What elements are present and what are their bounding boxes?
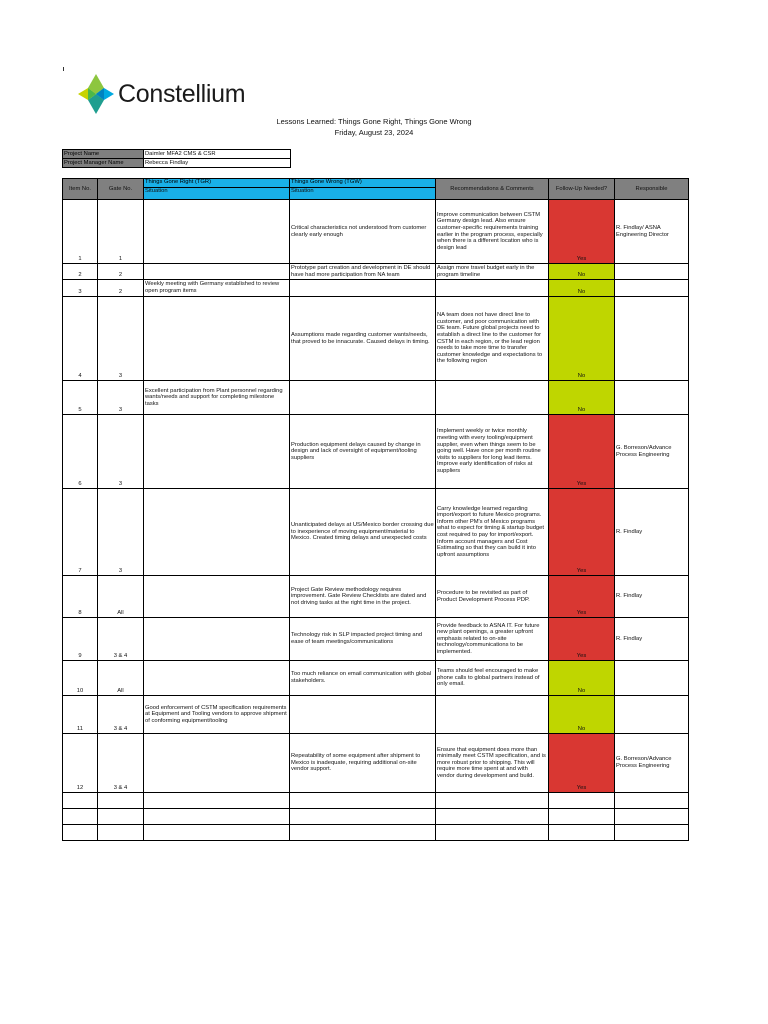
responsible-cell: R. Findlay/ ASNA Engineering Director xyxy=(615,200,689,264)
follow-up-cell: No xyxy=(549,264,615,280)
responsible-cell xyxy=(615,696,689,734)
table-row xyxy=(63,381,689,415)
tgw-cell: Unanticipated delays at US/Mexico border crossing due to inexperience of moving equipment/material to Mexico. Created timing delays and unexpected costs xyxy=(290,489,436,576)
item-no-cell: 5 xyxy=(63,381,98,415)
tgr-cell xyxy=(144,415,290,489)
tgr-cell xyxy=(144,734,290,793)
empty-cell xyxy=(98,793,144,809)
gate-no-cell: 3 & 4 xyxy=(98,734,144,793)
recommendation-cell: Teams should feel encouraged to make phone calls to global partners instead of only email. xyxy=(436,661,549,696)
recommendation-cell: Procedure to be revisited as part of Product Development Process PDP. xyxy=(436,576,549,618)
item-no-cell: 9 xyxy=(63,618,98,661)
follow-up-cell: No xyxy=(549,297,615,381)
empty-cell xyxy=(549,809,615,825)
recommendation-cell: Assign more travel budget early in the program timeline xyxy=(436,264,549,280)
empty-cell xyxy=(436,809,549,825)
gate-no-cell: 3 & 4 xyxy=(98,696,144,734)
responsible-cell xyxy=(615,264,689,280)
empty-cell xyxy=(615,793,689,809)
tgr-cell xyxy=(144,264,290,280)
tgr-cell xyxy=(144,489,290,576)
project-manager-label: Project Manager Name xyxy=(63,159,144,168)
tgr-cell: Weekly meeting with Germany established to review open program items xyxy=(144,280,290,297)
project-name-row xyxy=(63,150,291,159)
corner-mark xyxy=(63,67,64,71)
table-row xyxy=(63,696,689,734)
empty-cell xyxy=(290,825,436,841)
recommendation-cell: Implement weekly or twice monthly meeting with every tooling/equipment supplier, even when things seem to be going well. Have once per month routine visits to suppliers for long lead items. Improve early identification of risks at suppliers xyxy=(436,415,549,489)
recommendation-cell: Provide feedback to ASNA IT. For future new plant openings, a greater upfront emphasis related to on-site technology/communications to be implemented. xyxy=(436,618,549,661)
follow-up-cell: Yes xyxy=(549,200,615,264)
logo-text: Constellium xyxy=(118,80,246,108)
empty-row xyxy=(63,825,689,841)
recommendation-cell xyxy=(436,280,549,297)
tgw-cell: Production equipment delays caused by change in design and lack of oversight of equipment/tooling suppliers xyxy=(290,415,436,489)
tgr-cell xyxy=(144,618,290,661)
empty-cell xyxy=(63,825,98,841)
tgr-cell: Excellent participation from Plant personnel regarding wants/needs and support for completing milestone tasks xyxy=(144,381,290,415)
tgw-cell xyxy=(290,280,436,297)
table-row xyxy=(63,618,689,661)
table-row xyxy=(63,415,689,489)
empty-cell xyxy=(290,793,436,809)
empty-row xyxy=(63,809,689,825)
tgr-cell xyxy=(144,576,290,618)
gate-no-cell: 3 xyxy=(98,297,144,381)
header-tgw xyxy=(290,179,436,200)
header-recommendations: Recommendations & Comments xyxy=(436,179,549,200)
item-no-cell: 11 xyxy=(63,696,98,734)
empty-cell xyxy=(63,809,98,825)
table-row xyxy=(63,576,689,618)
header-tgr-sub: Situation xyxy=(145,188,168,194)
item-no-cell: 6 xyxy=(63,415,98,489)
document-date: Friday, August 23, 2024 xyxy=(334,128,414,137)
item-no-cell: 2 xyxy=(63,264,98,280)
tgw-cell xyxy=(290,696,436,734)
tgr-cell xyxy=(144,297,290,381)
header-gate-no: Gate No. xyxy=(98,179,144,200)
constellium-star-icon xyxy=(78,74,114,114)
table-row xyxy=(63,200,689,264)
recommendation-cell xyxy=(436,696,549,734)
recommendation-cell: Ensure that equipment does more than minimally meet CSTM specification, and is more robust prior to shipping. This will require more time spent at and with vendor during development and build. xyxy=(436,734,549,793)
recommendation-cell: Improve communication between CSTM Germany design lead. Also ensure customer-specific requirements training earlier in the program process, especially when there is a different location who is design lead xyxy=(436,200,549,264)
header-tgr xyxy=(144,179,290,200)
empty-cell xyxy=(144,793,290,809)
tgw-cell: Project Gate Review methodology requires improvement. Gate Review Checklists are dated and not driving tasks at the right time in the project. xyxy=(290,576,436,618)
company-logo xyxy=(78,74,278,114)
empty-cell xyxy=(144,809,290,825)
empty-cell xyxy=(436,825,549,841)
table-row xyxy=(63,734,689,793)
empty-cell xyxy=(436,793,549,809)
gate-no-cell: 3 xyxy=(98,381,144,415)
empty-cell xyxy=(549,825,615,841)
header-item-no: Item No. xyxy=(63,179,98,200)
tgw-cell: Too much reliance on email communication with global stakeholders. xyxy=(290,661,436,696)
project-info-table xyxy=(62,149,291,168)
document-title: Lessons Learned: Things Gone Right, Things Gone Wrong xyxy=(276,117,472,126)
header-responsible: Responsible xyxy=(615,179,689,200)
tgw-cell: Critical characteristics not understood from customer clearly early enough xyxy=(290,200,436,264)
empty-cell xyxy=(615,825,689,841)
item-no-cell: 12 xyxy=(63,734,98,793)
item-no-cell: 4 xyxy=(63,297,98,381)
responsible-cell: R. Findlay xyxy=(615,576,689,618)
item-no-cell: 1 xyxy=(63,200,98,264)
responsible-cell: R. Findlay xyxy=(615,618,689,661)
table-row xyxy=(63,297,689,381)
table-row xyxy=(63,661,689,696)
follow-up-cell: Yes xyxy=(549,576,615,618)
empty-cell xyxy=(549,793,615,809)
responsible-cell xyxy=(615,661,689,696)
gate-no-cell: 3 & 4 xyxy=(98,618,144,661)
responsible-cell xyxy=(615,381,689,415)
follow-up-cell: Yes xyxy=(549,618,615,661)
project-manager-row xyxy=(63,159,291,168)
follow-up-cell: Yes xyxy=(549,734,615,793)
gate-no-cell: All xyxy=(98,661,144,696)
project-name-label: Project Name xyxy=(63,150,144,159)
header-tgw-sub: Situation xyxy=(291,188,314,194)
tgr-cell: Good enforcement of CSTM specification requirements at Equipment and Tooling vendors to approve shipment of conforming equipment/tooling xyxy=(144,696,290,734)
responsible-cell: G. Borreson/Advance Process Engineering xyxy=(615,415,689,489)
follow-up-cell: No xyxy=(549,280,615,297)
header-follow-up: Follow-Up Needed? xyxy=(549,179,615,200)
gate-no-cell: All xyxy=(98,576,144,618)
tgw-cell: Prototype part creation and development in DE should have had more participation from NA team xyxy=(290,264,436,280)
item-no-cell: 3 xyxy=(63,280,98,297)
tgw-cell: Repeatability of some equipment after shipment to Mexico is inadequate, requiring additional on-site vendor support. xyxy=(290,734,436,793)
tgw-cell: Technology risk in SLP impacted project timing and ease of team meetings/communications xyxy=(290,618,436,661)
empty-row xyxy=(63,793,689,809)
gate-no-cell: 3 xyxy=(98,415,144,489)
header-tgw-title: Things Gone Wrong (TGW) xyxy=(290,179,435,188)
tgw-cell: Assumptions made regarding customer wants/needs, that proved to be innacurate. Caused delays in timing. xyxy=(290,297,436,381)
recommendation-cell xyxy=(436,381,549,415)
gate-no-cell: 2 xyxy=(98,280,144,297)
item-no-cell: 10 xyxy=(63,661,98,696)
table-row xyxy=(63,280,689,297)
header-tgr-title: Things Gone Right (TGR) xyxy=(144,179,289,188)
follow-up-cell: Yes xyxy=(549,415,615,489)
empty-cell xyxy=(290,809,436,825)
follow-up-cell: Yes xyxy=(549,489,615,576)
table-row xyxy=(63,264,689,280)
responsible-cell xyxy=(615,280,689,297)
item-no-cell: 8 xyxy=(63,576,98,618)
empty-cell xyxy=(615,809,689,825)
tgr-cell xyxy=(144,661,290,696)
tgw-cell xyxy=(290,381,436,415)
table-header-row xyxy=(63,179,689,200)
responsible-cell: R. Findlay xyxy=(615,489,689,576)
project-manager-value: Rebecca Findlay xyxy=(144,159,291,168)
follow-up-cell: No xyxy=(549,381,615,415)
project-name-value: Daimler MFA2 CMS & CSR xyxy=(144,150,291,159)
responsible-cell xyxy=(615,297,689,381)
gate-no-cell: 1 xyxy=(98,200,144,264)
gate-no-cell: 2 xyxy=(98,264,144,280)
responsible-cell: G. Borreson/Advance Process Engineering xyxy=(615,734,689,793)
empty-cell xyxy=(63,793,98,809)
empty-cell xyxy=(98,825,144,841)
follow-up-cell: No xyxy=(549,661,615,696)
empty-cell xyxy=(98,809,144,825)
gate-no-cell: 3 xyxy=(98,489,144,576)
follow-up-cell: No xyxy=(549,696,615,734)
tgr-cell xyxy=(144,200,290,264)
lessons-learned-table xyxy=(62,178,689,841)
recommendation-cell: NA team does not have direct line to customer, and poor communication with DE team. Future global projects need to establish a direct line to the customer for CSTM in each region, or the lead region needs to take more time to transfer customer knowledge and expectations to the following region xyxy=(436,297,549,381)
table-row xyxy=(63,489,689,576)
recommendation-cell: Carry knowledge learned regarding import/export to future Mexico programs. Inform other PM's of Mexico programs what to expect for timing & startup budget cost required to pay for import/export. Inform account managers and Cost Estimating so that they can build it into upfront assumptions xyxy=(436,489,549,576)
item-no-cell: 7 xyxy=(63,489,98,576)
empty-cell xyxy=(144,825,290,841)
